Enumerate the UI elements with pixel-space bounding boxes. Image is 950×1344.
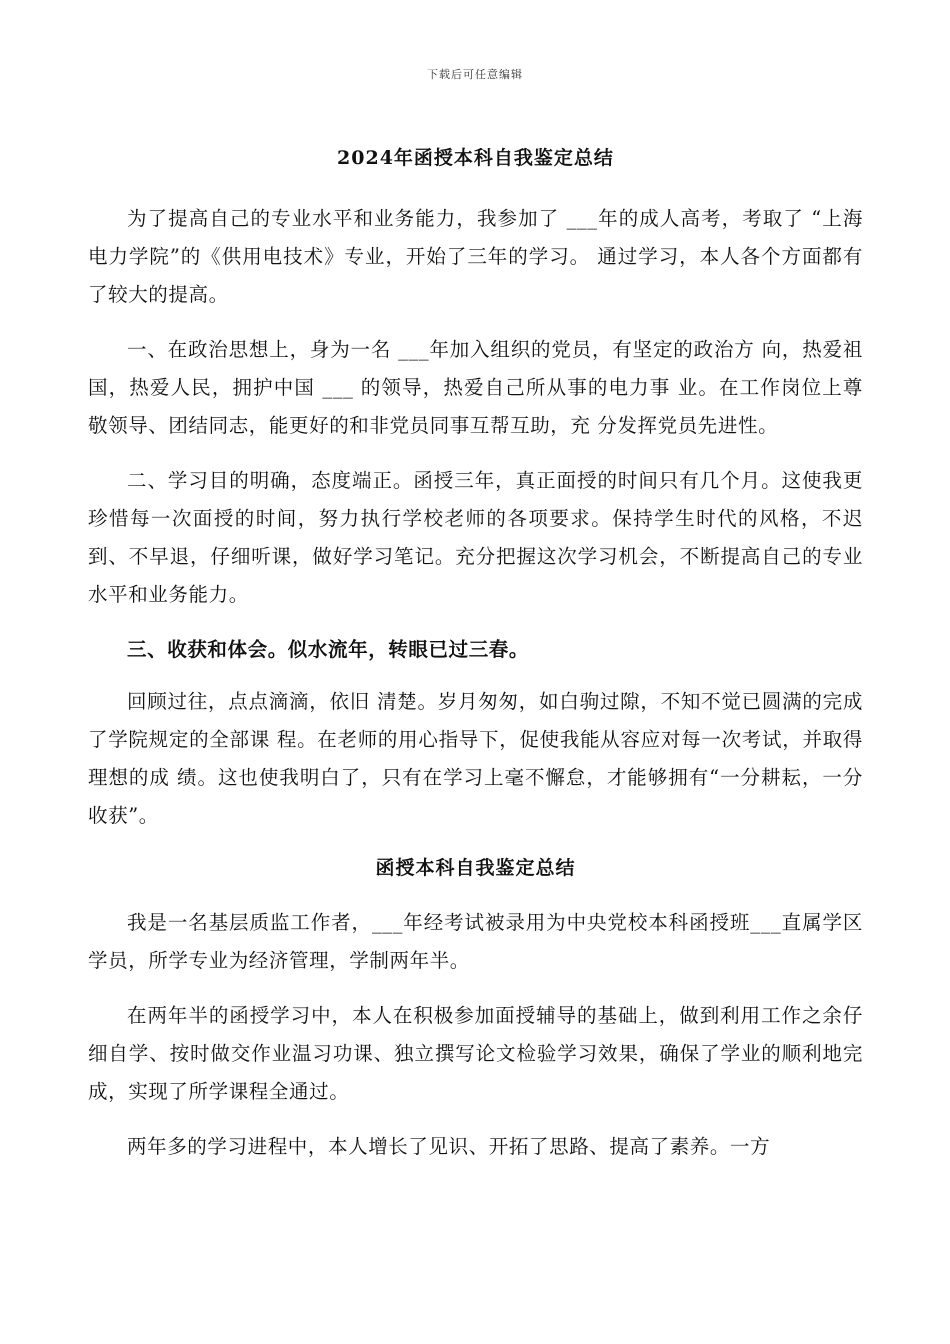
paragraph-background: 我是一名基层质监工作者，___年经考试被录用为中央党校本科函授班___直属学区学员，所学专业为经济管理，学制两年半。	[88, 911, 863, 972]
document-title: 2024年函授本科自我鉴定总结	[337, 147, 614, 169]
section-heading-gains: 三、收获和体会。似水流年，转眼已过三春。	[127, 638, 530, 661]
header-note: 下载后可任意编辑	[427, 68, 523, 81]
paragraph-study-attitude: 二、学习目的明确，态度端正。函授三年，真正面授的时间只有几个月。这使我更珍惜每一次面授的时间，努力执行学校老师的各项要求。保持学生时代的风格，不迟到、不早退，仔细听课，做好学习笔记。充分把握这次学习机会，不断提高自己的专业水平和业务能力。	[88, 469, 863, 606]
paragraph-political: 一、在政治思想上，身为一名 ___年加入组织的党员，有坚定的政治方 向，热爱祖国，热爱人民，拥护中国 ___ 的领导，热爱自己所从事的电力事 业。在工作岗位上尊敬领导、团结同志，能更好的和非党员同事互帮互助，充 分发挥党员先进性。	[88, 338, 863, 437]
paragraph-intro: 为了提高自己的专业水平和业务能力，我参加了 ___年的成人高考，考取了 “上海电力学院”的《供用电技术》专业，开始了三年的学习。 通过学习，本人各个方面都有了较大的提高。	[88, 207, 863, 306]
paragraph-study-process: 在两年半的函授学习中，本人在积极参加面授辅导的基础上，做到利用工作之余仔细自学、按时做交作业温习功课、独立撰写论文检验学习效果，确保了学业的顺利地完成，实现了所学课程全通过。	[88, 1004, 863, 1103]
document-subtitle: 函授本科自我鉴定总结	[375, 857, 576, 879]
paragraph-review: 回顾过往，点点滴滴，依旧 清楚。岁月匆匆，如白驹过隙，不知不觉已圆满的完成了学院规定的全部课 程。在老师的用心指导下，促使我能从容应对每一次考试，并取得理想的成 绩。这也使我明白了，只有在学习上毫不懈怠，才能够拥有“一分耕耘，一分 收获”。	[88, 690, 863, 827]
document-body	[88, 142, 863, 1183]
paragraph-growth: 两年多的学习进程中，本人增长了见识、开拓了思路、提高了素养。一方	[127, 1135, 771, 1158]
